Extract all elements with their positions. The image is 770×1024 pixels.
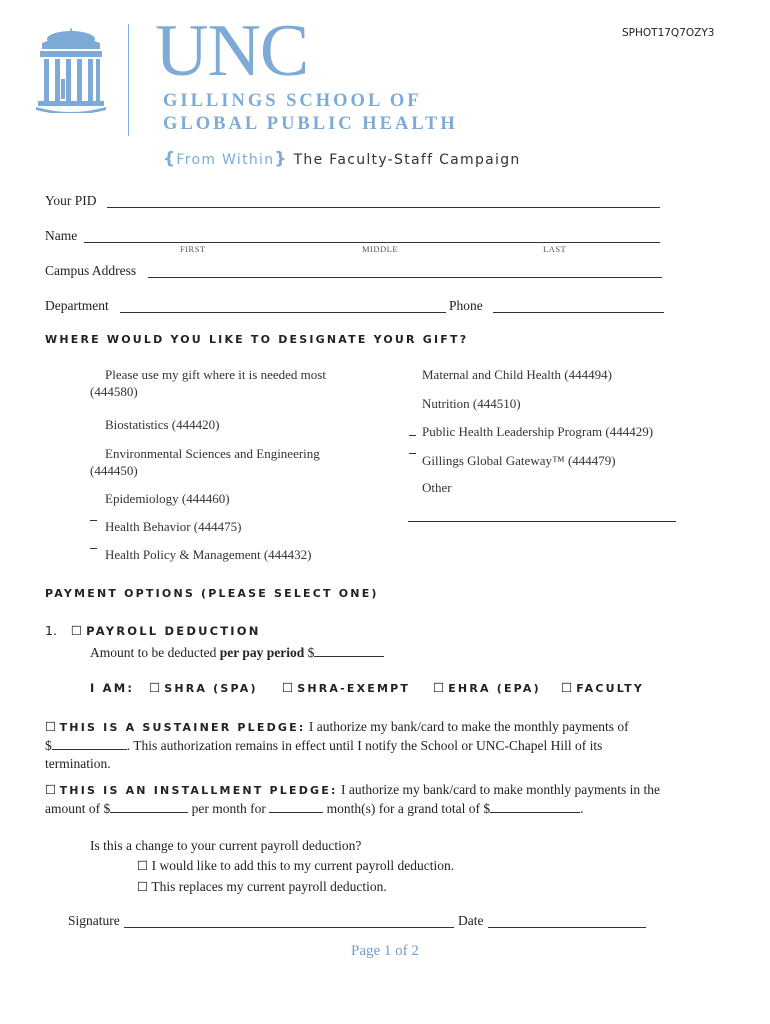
date-label: Date: [458, 913, 484, 928]
option-health-behavior[interactable]: Health Behavior (444475): [105, 519, 242, 534]
checkbox-mark: [409, 435, 416, 436]
payroll-checkbox[interactable]: ☐: [70, 623, 83, 638]
installment-checkbox[interactable]: ☐: [45, 782, 57, 797]
campus-address-label: Campus Address: [45, 263, 137, 278]
campaign-title: {From Within} The Faculty-Staff Campaign: [163, 149, 521, 169]
change-replace-option[interactable]: ☐ This replaces my current payroll deduction.: [137, 879, 387, 894]
sustainer-amount-field[interactable]: [52, 748, 127, 750]
document-id: SPHOT17Q7OZY3: [622, 27, 715, 39]
option-gillings-global-gateway[interactable]: Gillings Global Gateway™ (444479): [422, 453, 616, 468]
signature-label: Signature: [68, 913, 120, 928]
logo-divider: [128, 24, 129, 136]
installment-line1: ☐ THIS IS AN INSTALLMENT PLEDGE: I authorize my bank/card to make monthly payments in the: [45, 782, 661, 797]
page-number: Page 1 of 2: [351, 943, 419, 959]
option-nutrition[interactable]: Nutrition (444510): [422, 396, 521, 411]
option-environmental-sciences-code: (444450): [90, 463, 138, 478]
department-label: Department: [45, 298, 109, 313]
option-public-health-leadership[interactable]: Public Health Leadership Program (444429): [422, 424, 654, 439]
first-name-caption: FIRST: [180, 244, 206, 254]
change-add-option[interactable]: ☐ I would like to add this to my current payroll deduction.: [137, 858, 455, 873]
checkbox-mark: [90, 520, 97, 521]
i-am-label: I AM:: [90, 681, 135, 695]
date-field[interactable]: [488, 926, 646, 928]
sustainer-line1: ☐ THIS IS A SUSTAINER PLEDGE: I authorize my bank/card to make the monthly payments of: [45, 719, 629, 734]
item-number: 1.: [45, 623, 57, 638]
checkbox-mark: [90, 548, 97, 549]
type-shra-spa[interactable]: ☐ SHRA (SPA): [149, 680, 258, 695]
department-field[interactable]: [120, 311, 446, 313]
campus-address-field[interactable]: [148, 276, 662, 278]
checkbox-mark: [409, 453, 416, 454]
option-environmental-sciences[interactable]: Environmental Sciences and Engineering: [105, 446, 320, 461]
name-label: Name: [45, 228, 78, 243]
phone-field[interactable]: [493, 311, 664, 313]
change-question: Is this a change to your current payroll deduction?: [90, 838, 362, 853]
last-name-caption: LAST: [543, 244, 567, 254]
installment-line2: amount of $ per month for month(s) for a grand total of $ .: [45, 801, 584, 816]
payroll-item: [45, 623, 261, 638]
option-other[interactable]: Other: [422, 480, 452, 495]
option-epidemiology[interactable]: Epidemiology (444460): [105, 491, 230, 506]
pid-field[interactable]: [107, 206, 660, 208]
amount-field[interactable]: [314, 655, 384, 657]
option-biostatistics[interactable]: Biostatistics (444420): [105, 417, 220, 432]
sustainer-line2: $ . This authorization remains in effect until I notify the School or UNC-Chapel Hill of its: [45, 738, 603, 753]
sustainer-line3: termination.: [45, 756, 111, 771]
installment-amount-field[interactable]: [110, 811, 188, 813]
amount-line: Amount to be deducted per pay period $: [90, 645, 384, 661]
other-field[interactable]: [408, 520, 676, 522]
payment-heading: PAYMENT OPTIONS (PLEASE SELECT ONE): [45, 587, 379, 600]
pid-label: Your PID: [45, 193, 97, 208]
type-shra-exempt[interactable]: ☐ SHRA-EXEMPT: [282, 680, 411, 695]
unc-wordmark: UNC: [155, 10, 309, 92]
name-field[interactable]: [84, 241, 660, 243]
type-ehra-epa[interactable]: ☐ EHRA (EPA): [433, 680, 541, 695]
designate-heading: WHERE WOULD YOU LIKE TO DESIGNATE YOUR GIFT?: [45, 333, 469, 346]
option-maternal-child-health[interactable]: Maternal and Child Health (444494): [422, 367, 612, 382]
installment-months-field[interactable]: [269, 811, 323, 813]
sustainer-checkbox[interactable]: ☐: [45, 719, 57, 734]
option-health-policy[interactable]: Health Policy & Management (444432): [105, 547, 312, 562]
old-well-logo: [36, 25, 106, 113]
installment-total-field[interactable]: [490, 811, 580, 813]
payroll-label: PAYROLL DEDUCTION: [86, 624, 261, 638]
phone-label: Phone: [449, 298, 483, 313]
option-needed-most-code: (444580): [90, 384, 138, 399]
signature-field[interactable]: [124, 926, 454, 928]
option-needed-most[interactable]: Please use my gift where it is needed most: [105, 367, 326, 382]
school-name-line2: GLOBAL PUBLIC HEALTH: [163, 114, 458, 134]
school-name-line1: GILLINGS SCHOOL OF: [163, 91, 422, 111]
middle-name-caption: MIDDLE: [362, 244, 399, 254]
type-faculty[interactable]: ☐ FACULTY: [561, 680, 645, 695]
